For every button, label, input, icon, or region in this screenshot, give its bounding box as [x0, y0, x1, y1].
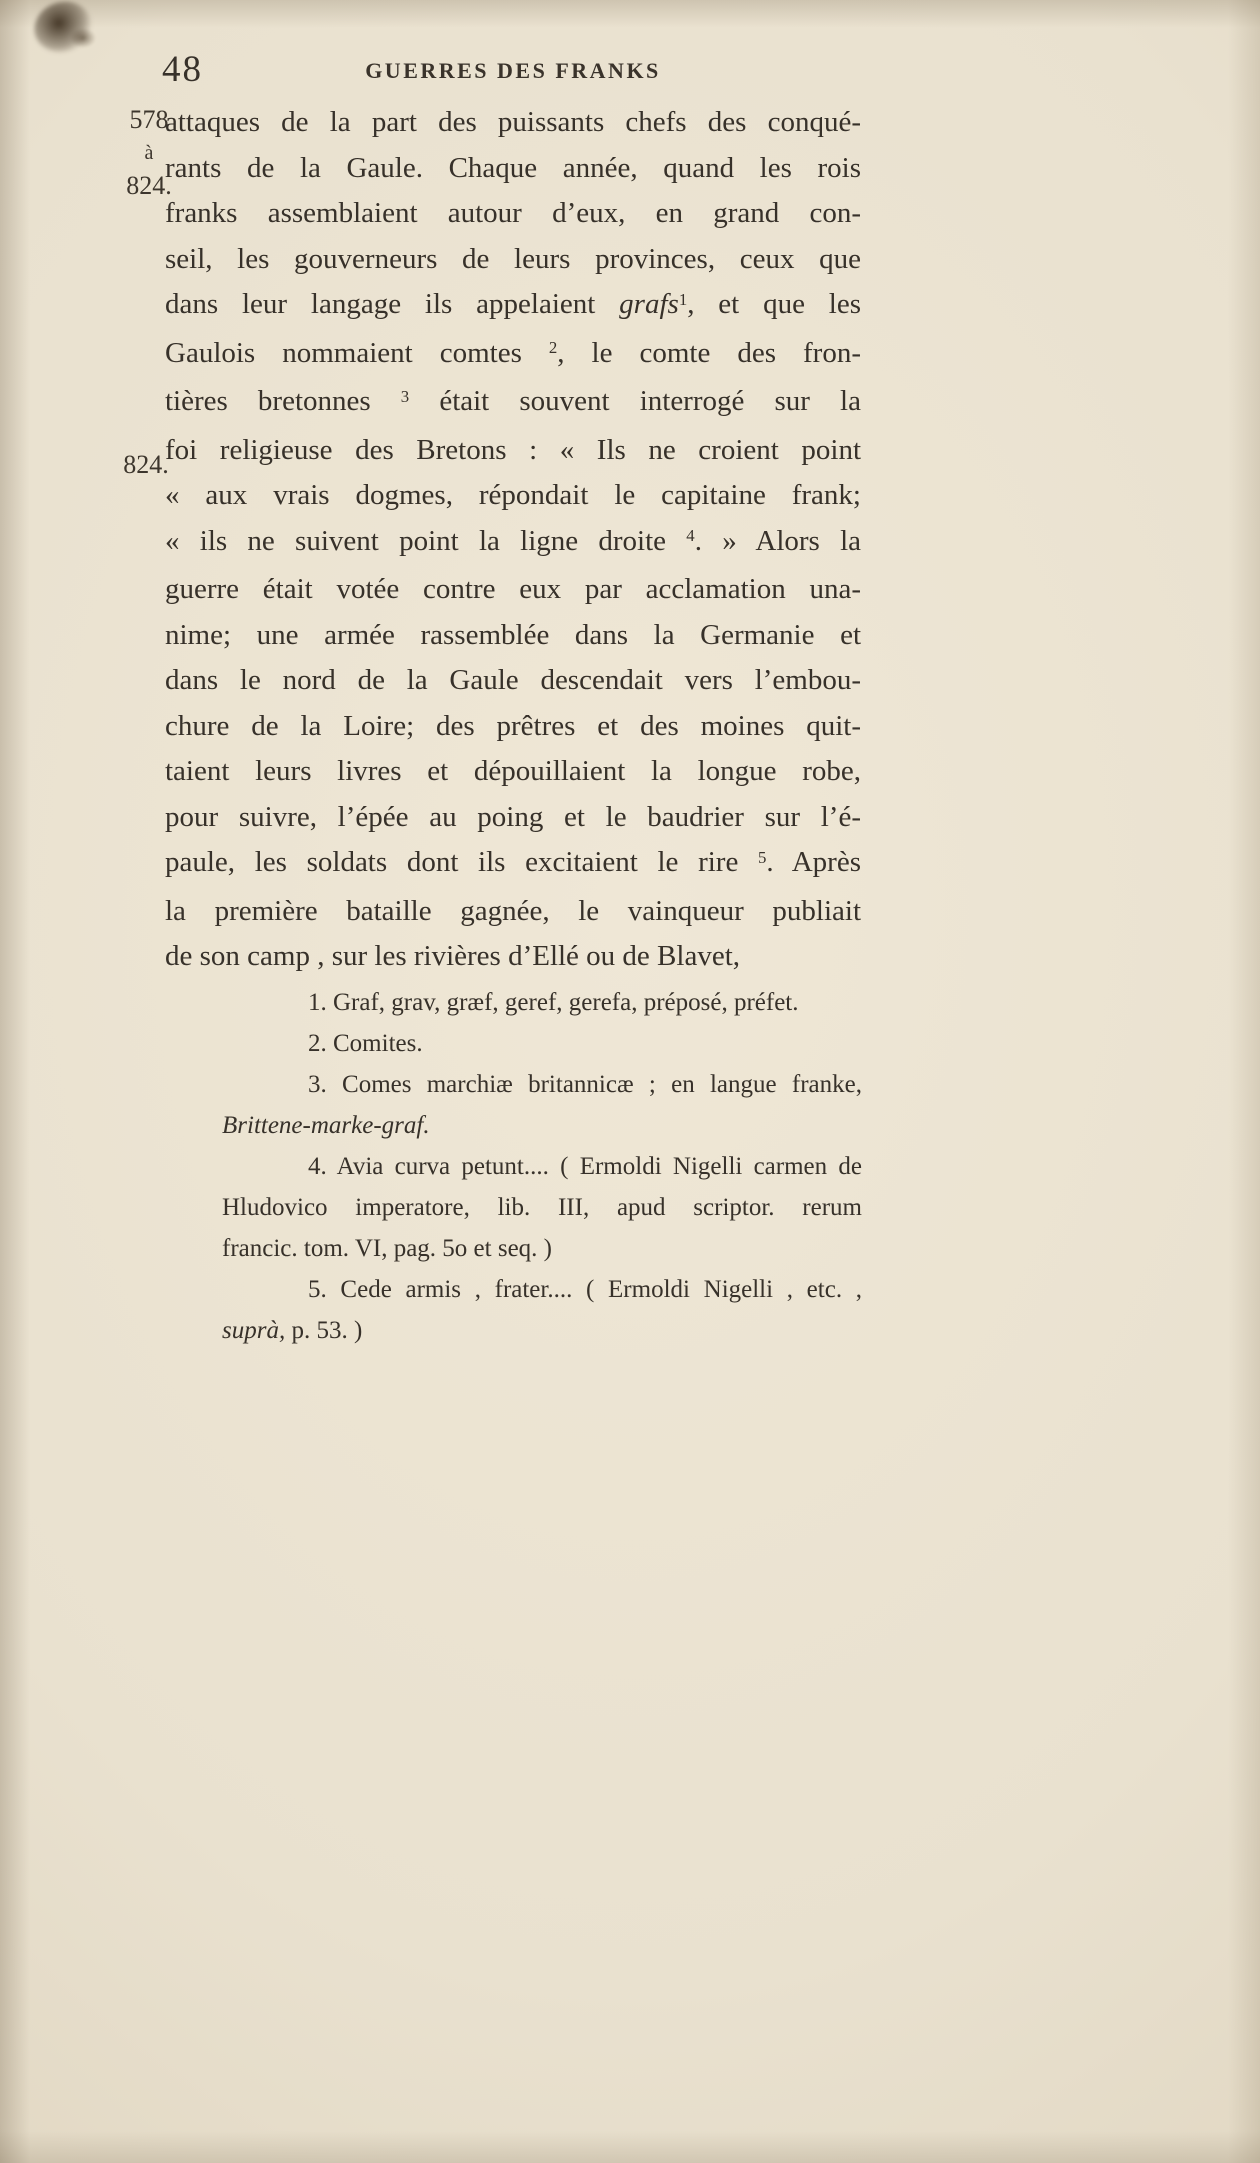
text-segment: dans le nord de la Gaule descendait vers l’embou- — [165, 664, 861, 696]
text-segment: 2. Comites. — [308, 1030, 423, 1057]
text-segment: nime; une armée rassemblée dans la Germanie et — [165, 618, 861, 651]
text-line — [165, 191, 861, 237]
text-segment: 3. Comes marchiæ britannicæ ; en langue franke, — [308, 1071, 862, 1098]
text-line — [165, 146, 861, 192]
scan-stain-small — [70, 28, 96, 48]
text-line — [165, 428, 861, 474]
text-segment: la première bataille gagnée, le vainqueur publiait — [165, 894, 861, 927]
text-segment: 4. Avia curva petunt.... ( Ermoldi Nigelli carmen de — [308, 1153, 862, 1180]
text-line — [165, 567, 861, 613]
text-line — [222, 1023, 862, 1064]
text-segment: franks assemblaient autour d’eux, en grand con- — [165, 197, 861, 229]
footnote-ref: 3 — [400, 386, 410, 406]
text-segment: 5. Cede armis , frater.... ( Ermoldi Nigelli , etc. , — [308, 1276, 862, 1303]
text-line — [165, 379, 861, 428]
text-line — [222, 1269, 862, 1310]
text-segment: était souvent interrogé sur la — [409, 385, 861, 417]
text-segment: Brittene-marke-graf. — [222, 1112, 430, 1139]
text-segment: rants de la Gaule. Chaque année, quand les rois — [165, 151, 861, 184]
text-line — [165, 282, 861, 331]
text-line — [222, 982, 862, 1023]
footnote-ref: 4 — [686, 526, 695, 546]
text-line — [165, 473, 861, 519]
footnotes — [222, 982, 862, 1351]
text-segment: Gaulois nommaient comtes — [165, 336, 549, 369]
text-line — [165, 795, 861, 841]
footnote-ref: 2 — [548, 338, 558, 358]
text-line — [165, 704, 861, 750]
text-line — [165, 889, 861, 935]
text-segment: , et que les — [687, 288, 861, 320]
text-segment: p. 53. ) — [291, 1317, 363, 1344]
margin-date-value: 824. — [123, 450, 169, 479]
text-segment: attaques de la part des puissants chefs des conqué- — [165, 106, 861, 138]
text-segment: . » Alors la — [694, 524, 862, 557]
text-line — [165, 658, 861, 704]
text-segment: de son camp , sur les rivières d’Ellé ou de Blavet, — [165, 940, 741, 972]
text-segment: dans leur langage ils appelaient — [165, 288, 620, 320]
margin-date-start: 578 — [129, 105, 169, 134]
text-line — [222, 1187, 862, 1228]
text-line — [222, 1228, 862, 1269]
text-line — [165, 331, 861, 380]
text-segment: taient leurs livres et dépouillaient la longue robe, — [165, 755, 861, 787]
text-segment: , le comte des fron- — [557, 336, 861, 369]
text-segment: pour suivre, l’épée au poing et le baudrier sur l’é- — [165, 800, 861, 833]
text-segment: . Après — [766, 846, 861, 878]
text-segment: suprà, — [222, 1317, 292, 1344]
text-line — [222, 1105, 862, 1146]
text-segment: foi religieuse des Bretons : « Ils ne croient point — [165, 433, 861, 466]
body-text — [165, 100, 861, 980]
text-segment: paule, les soldats dont ils excitaient le rire — [165, 846, 758, 878]
text-segment: tières bretonnes — [165, 385, 401, 417]
text-line — [165, 613, 861, 659]
running-title: GUERRES DES FRANKS — [365, 58, 661, 83]
text-segment: « aux vrais dogmes, répondait le capitaine frank; — [165, 479, 861, 511]
text-line — [165, 237, 861, 283]
text-line — [165, 519, 861, 568]
text-segment: grafs — [619, 288, 679, 320]
text-line — [165, 100, 861, 146]
margin-date-end: 824. — [126, 171, 172, 200]
text-segment: « ils ne suivent point la ligne droite — [165, 524, 687, 557]
text-line — [222, 1064, 862, 1105]
text-line — [222, 1310, 862, 1351]
footnote-ref: 5 — [758, 847, 767, 867]
text-line — [165, 749, 861, 795]
footnote-ref: 1 — [678, 289, 688, 309]
text-segment: francic. tom. VI, pag. 5o et seq. ) — [222, 1235, 552, 1262]
text-segment: 1. Graf, grav, græf, geref, gerefa, préposé, préfet. — [308, 989, 799, 1016]
text-segment: guerre était votée contre eux par acclamation una- — [165, 573, 861, 605]
text-line — [165, 840, 861, 889]
text-segment: seil, les gouverneurs de leurs provinces, ceux que — [165, 242, 861, 275]
text-line — [222, 1146, 862, 1187]
margin-date-connector: à — [144, 142, 154, 164]
text-segment: chure de la Loire; des prêtres et des moines quit- — [165, 709, 861, 742]
text-segment: Hludovico imperatore, lib. III, apud scriptor. rerum — [222, 1194, 862, 1221]
text-line — [165, 934, 861, 980]
page-number: 48 — [162, 49, 203, 90]
